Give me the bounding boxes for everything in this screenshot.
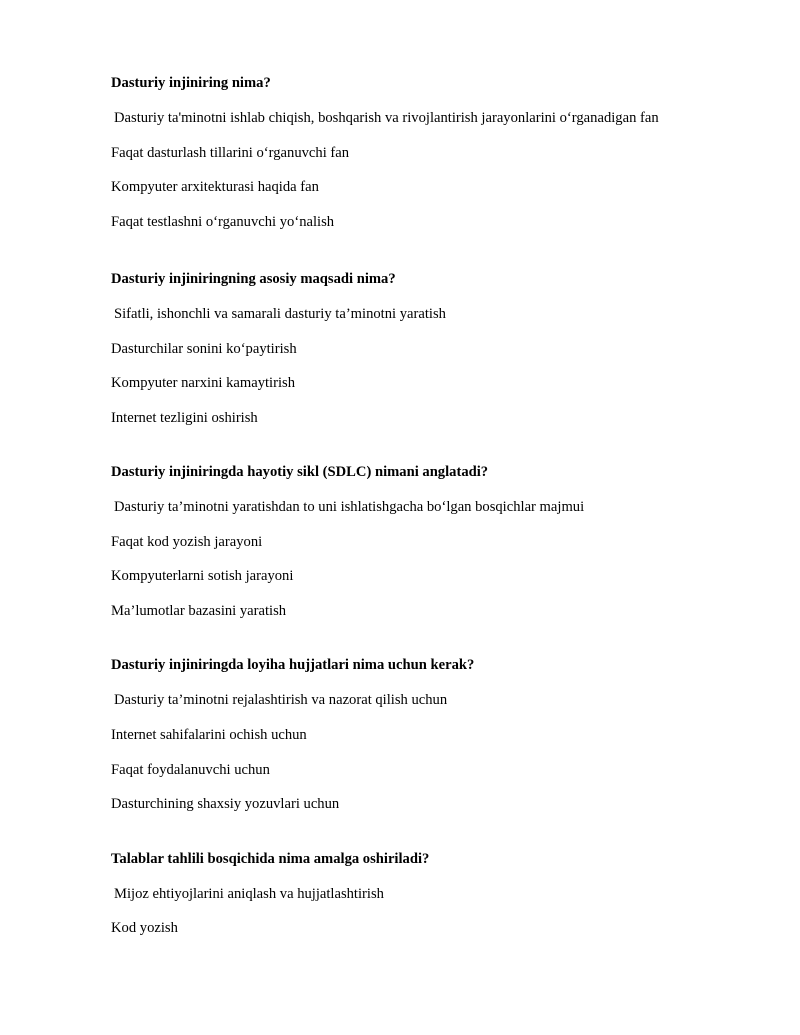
q4-option-1: Dasturiy ta’minotni rejalashtirish va nazorat qilish uchun: [114, 692, 448, 708]
q5-option-1: Mijoz ehtiyojlarini aniqlash va hujjatlashtirish: [114, 886, 384, 902]
question-3: Dasturiy injiniringda hayotiy sikl (SDLC) nimani anglatadi?: [111, 464, 489, 480]
q3-option-4: Ma’lumotlar bazasini yaratish: [111, 603, 287, 619]
q4-option-2: Internet sahifalarini ochish uchun: [111, 727, 307, 743]
question-1: Dasturiy injiniring nima?: [111, 75, 271, 91]
q4-option-3: Faqat foydalanuvchi uchun: [111, 762, 270, 778]
q1-option-1: Dasturiy ta'minotni ishlab chiqish, boshqarish va rivojlantirish jarayonlarini o‘rganadigan fan: [114, 110, 659, 126]
question-4: Dasturiy injiniringda loyiha hujjatlari nima uchun kerak?: [111, 657, 475, 673]
question-5: Talablar tahlili bosqichida nima amalga oshiriladi?: [111, 851, 430, 867]
q3-option-3: Kompyuterlarni sotish jarayoni: [111, 568, 294, 584]
q5-option-2: Kod yozish: [111, 920, 178, 936]
q2-option-2: Dasturchilar sonini ko‘paytirish: [111, 341, 297, 357]
q2-option-3: Kompyuter narxini kamaytirish: [111, 375, 296, 391]
q3-option-1: Dasturiy ta’minotni yaratishdan to uni ishlatishgacha bo‘lgan bosqichlar majmui: [114, 499, 585, 515]
q3-option-2: Faqat kod yozish jarayoni: [111, 534, 263, 550]
q2-option-1: Sifatli, ishonchli va samarali dasturiy ta’minotni yaratish: [114, 306, 446, 322]
q2-option-4: Internet tezligini oshirish: [111, 410, 258, 426]
question-2: Dasturiy injiniringning asosiy maqsadi nima?: [111, 271, 396, 287]
q1-option-3: Kompyuter arxitekturasi haqida fan: [111, 179, 319, 195]
q1-option-2: Faqat dasturlash tillarini o‘rganuvchi fan: [111, 145, 350, 161]
q4-option-4: Dasturchining shaxsiy yozuvlari uchun: [111, 796, 340, 812]
q1-option-4: Faqat testlashni o‘rganuvchi yo‘nalish: [111, 214, 335, 230]
